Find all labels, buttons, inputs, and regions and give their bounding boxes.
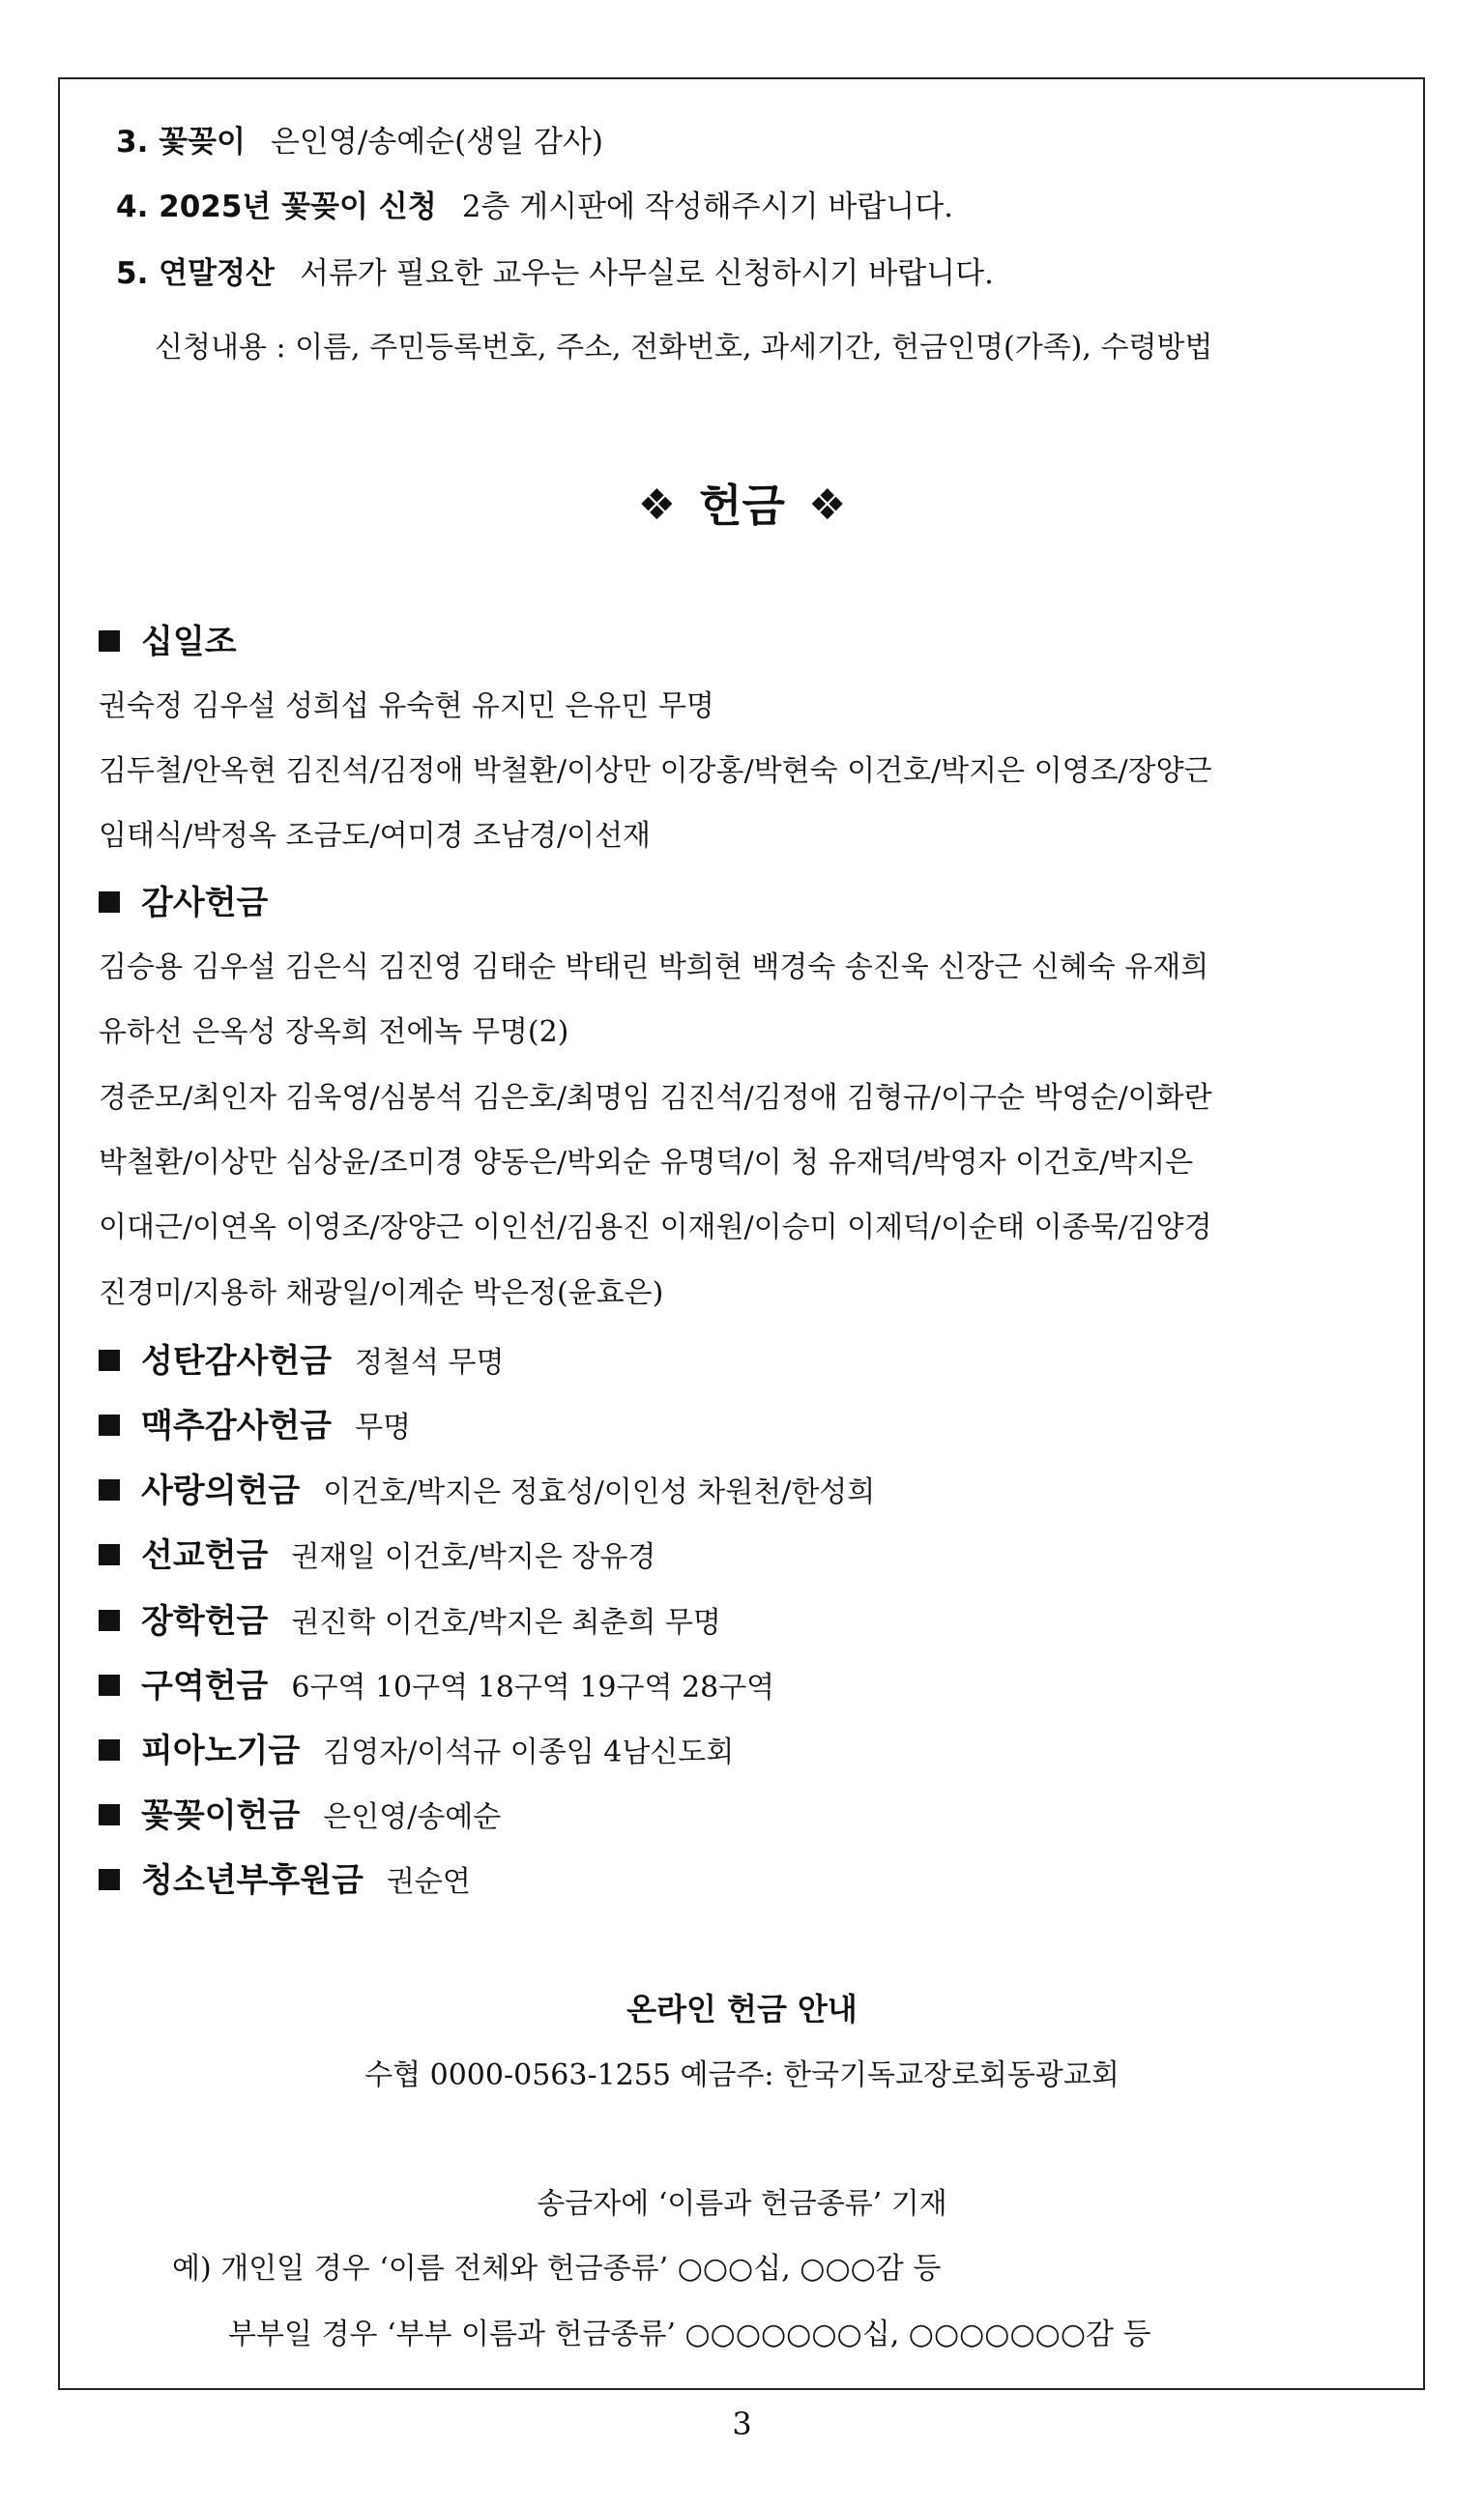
offering-heading-youth	[99, 1853, 471, 1901]
thanks-line: 진경미/지용하 채광일/이계순 박은정(윤효은)	[99, 1276, 664, 1310]
offering-heading-thanks	[99, 876, 268, 923]
thanks-line: 김승용 김우설 김은식 김진영 김태순 박태린 박희현 백경숙 송진욱 신장근 신혜숙 유재희	[99, 950, 1209, 984]
tithe-line: 임태식/박정옥 조금도/여미경 조남경/이선재	[99, 819, 652, 853]
offering-title: 사랑의헌금	[141, 1472, 301, 1510]
offering-heading-scholarship	[99, 1594, 721, 1642]
announcement-text: 2층 게시판에 작성해주시기 바랍니다.	[461, 190, 954, 224]
announcement-3	[116, 125, 603, 160]
offering-heading-tithe	[99, 615, 237, 662]
square-bullet-icon	[99, 1479, 120, 1501]
square-bullet-icon	[99, 1544, 120, 1565]
announcement-4	[116, 192, 953, 222]
announcement-text: 은인영/송예순(생일 감사)	[270, 125, 603, 160]
square-bullet-icon	[99, 1804, 120, 1825]
thanks-line: 경준모/최인자 김욱영/심봉석 김은호/최명임 김진석/김정애 김형규/이구순 박영순/이화란	[99, 1081, 1212, 1115]
square-bullet-icon	[99, 1739, 120, 1761]
announcement-label: 4. 2025년 꽃꽂이 신청	[116, 190, 437, 224]
offering-names: 은인영/송예순	[323, 1800, 502, 1834]
tithe-line: 김두철/안옥현 김진석/김정애 박철환/이상만 이강홍/박현숙 이건호/박지은 이영조/장양근	[99, 754, 1212, 788]
announcement-label: 3. 꽃꽂이	[116, 125, 246, 160]
offering-names: 김영자/이석규 이종임 4남신도회	[323, 1736, 735, 1769]
thanks-line: 박철환/이상만 심상윤/조미경 양동은/박외순 유명덕/이 청 유재덕/박영자 이건호/박지은	[99, 1146, 1194, 1180]
offering-names: 권순연	[386, 1865, 471, 1899]
square-bullet-icon	[99, 630, 120, 652]
offering-heading-christmas	[99, 1334, 505, 1382]
online-account: 수협 0000-0563-1255 예금주: 한국기독교장로회동광교회	[364, 2058, 1120, 2092]
announcement-text: 서류가 필요한 교우는 사무실로 신청하시기 바랍니다.	[299, 256, 994, 291]
offering-title: 성탄감사헌금	[141, 1342, 333, 1381]
page-number: 3	[732, 2406, 752, 2442]
square-bullet-icon	[99, 1869, 120, 1890]
offering-title: 꽃꽂이헌금	[141, 1796, 301, 1835]
offering-names: 6구역 10구역 18구역 19구역 28구역	[291, 1671, 775, 1705]
offering-heading-flowers	[99, 1789, 501, 1836]
offering-title: 맥추감사헌금	[141, 1407, 333, 1445]
offering-title: 피아노기금	[141, 1732, 301, 1770]
offering-title: 구역헌금	[141, 1667, 269, 1706]
square-bullet-icon	[99, 1675, 120, 1696]
offering-heading-mission	[99, 1529, 655, 1576]
offering-names: 권진학 이건호/박지은 최춘희 무명	[291, 1606, 721, 1640]
online-note: 송금자에 ‘이름과 헌금종류’ 기재	[537, 2187, 947, 2221]
offering-names: 무명	[355, 1411, 412, 1444]
offering-heading-district	[99, 1659, 774, 1707]
square-bullet-icon	[99, 1415, 120, 1436]
online-example-couple: 부부일 경우 ‘부부 이름과 헌금종류’ ○○○○○○○십, ○○○○○○○감 등	[228, 2318, 1151, 2351]
offering-heading-love	[99, 1464, 875, 1511]
offering-title: 감사헌금	[141, 884, 269, 922]
diamond-icon: ❖	[807, 481, 847, 530]
section-title-text: 헌금	[699, 480, 785, 532]
offering-title: 선교헌금	[141, 1536, 269, 1575]
online-example-individual: 예) 개인일 경우 ‘이름 전체와 헌금종류’ ○○○십, ○○○감 등	[172, 2252, 942, 2286]
square-bullet-icon	[99, 891, 120, 913]
square-bullet-icon	[99, 1350, 120, 1371]
announcement-label: 5. 연말정산	[116, 256, 275, 291]
tithe-line: 권숙정 김우설 성희섭 유숙현 유지민 은유민 무명	[99, 689, 714, 723]
announcement-detail: 신청내용 : 이름, 주민등록번호, 주소, 전화번호, 과세기간, 헌금인명(가족), 수령방법	[155, 331, 1213, 365]
thanks-line: 이대근/이연옥 이영조/장양근 이인선/김용진 이재원/이승미 이제덕/이순태 이종묵/김양경	[99, 1211, 1212, 1244]
offering-names: 이건호/박지은 정효성/이인성 차원천/한성희	[323, 1475, 876, 1509]
offering-names: 권재일 이건호/박지은 장유경	[291, 1540, 656, 1574]
offering-heading-harvest	[99, 1399, 411, 1446]
diamond-icon: ❖	[637, 481, 677, 530]
offering-title: 청소년부후원금	[141, 1861, 364, 1900]
offering-title: 장학헌금	[141, 1602, 269, 1641]
thanks-line: 유하선 은옥성 장옥희 전에녹 무명(2)	[99, 1015, 569, 1049]
offering-title: 십일조	[141, 623, 237, 661]
announcement-5	[116, 256, 994, 291]
section-title	[0, 471, 1484, 535]
offering-heading-piano	[99, 1724, 734, 1771]
offering-names: 정철석 무명	[355, 1346, 505, 1380]
online-offering-title: 온라인 헌금 안내	[626, 1991, 858, 2028]
square-bullet-icon	[99, 1610, 120, 1631]
